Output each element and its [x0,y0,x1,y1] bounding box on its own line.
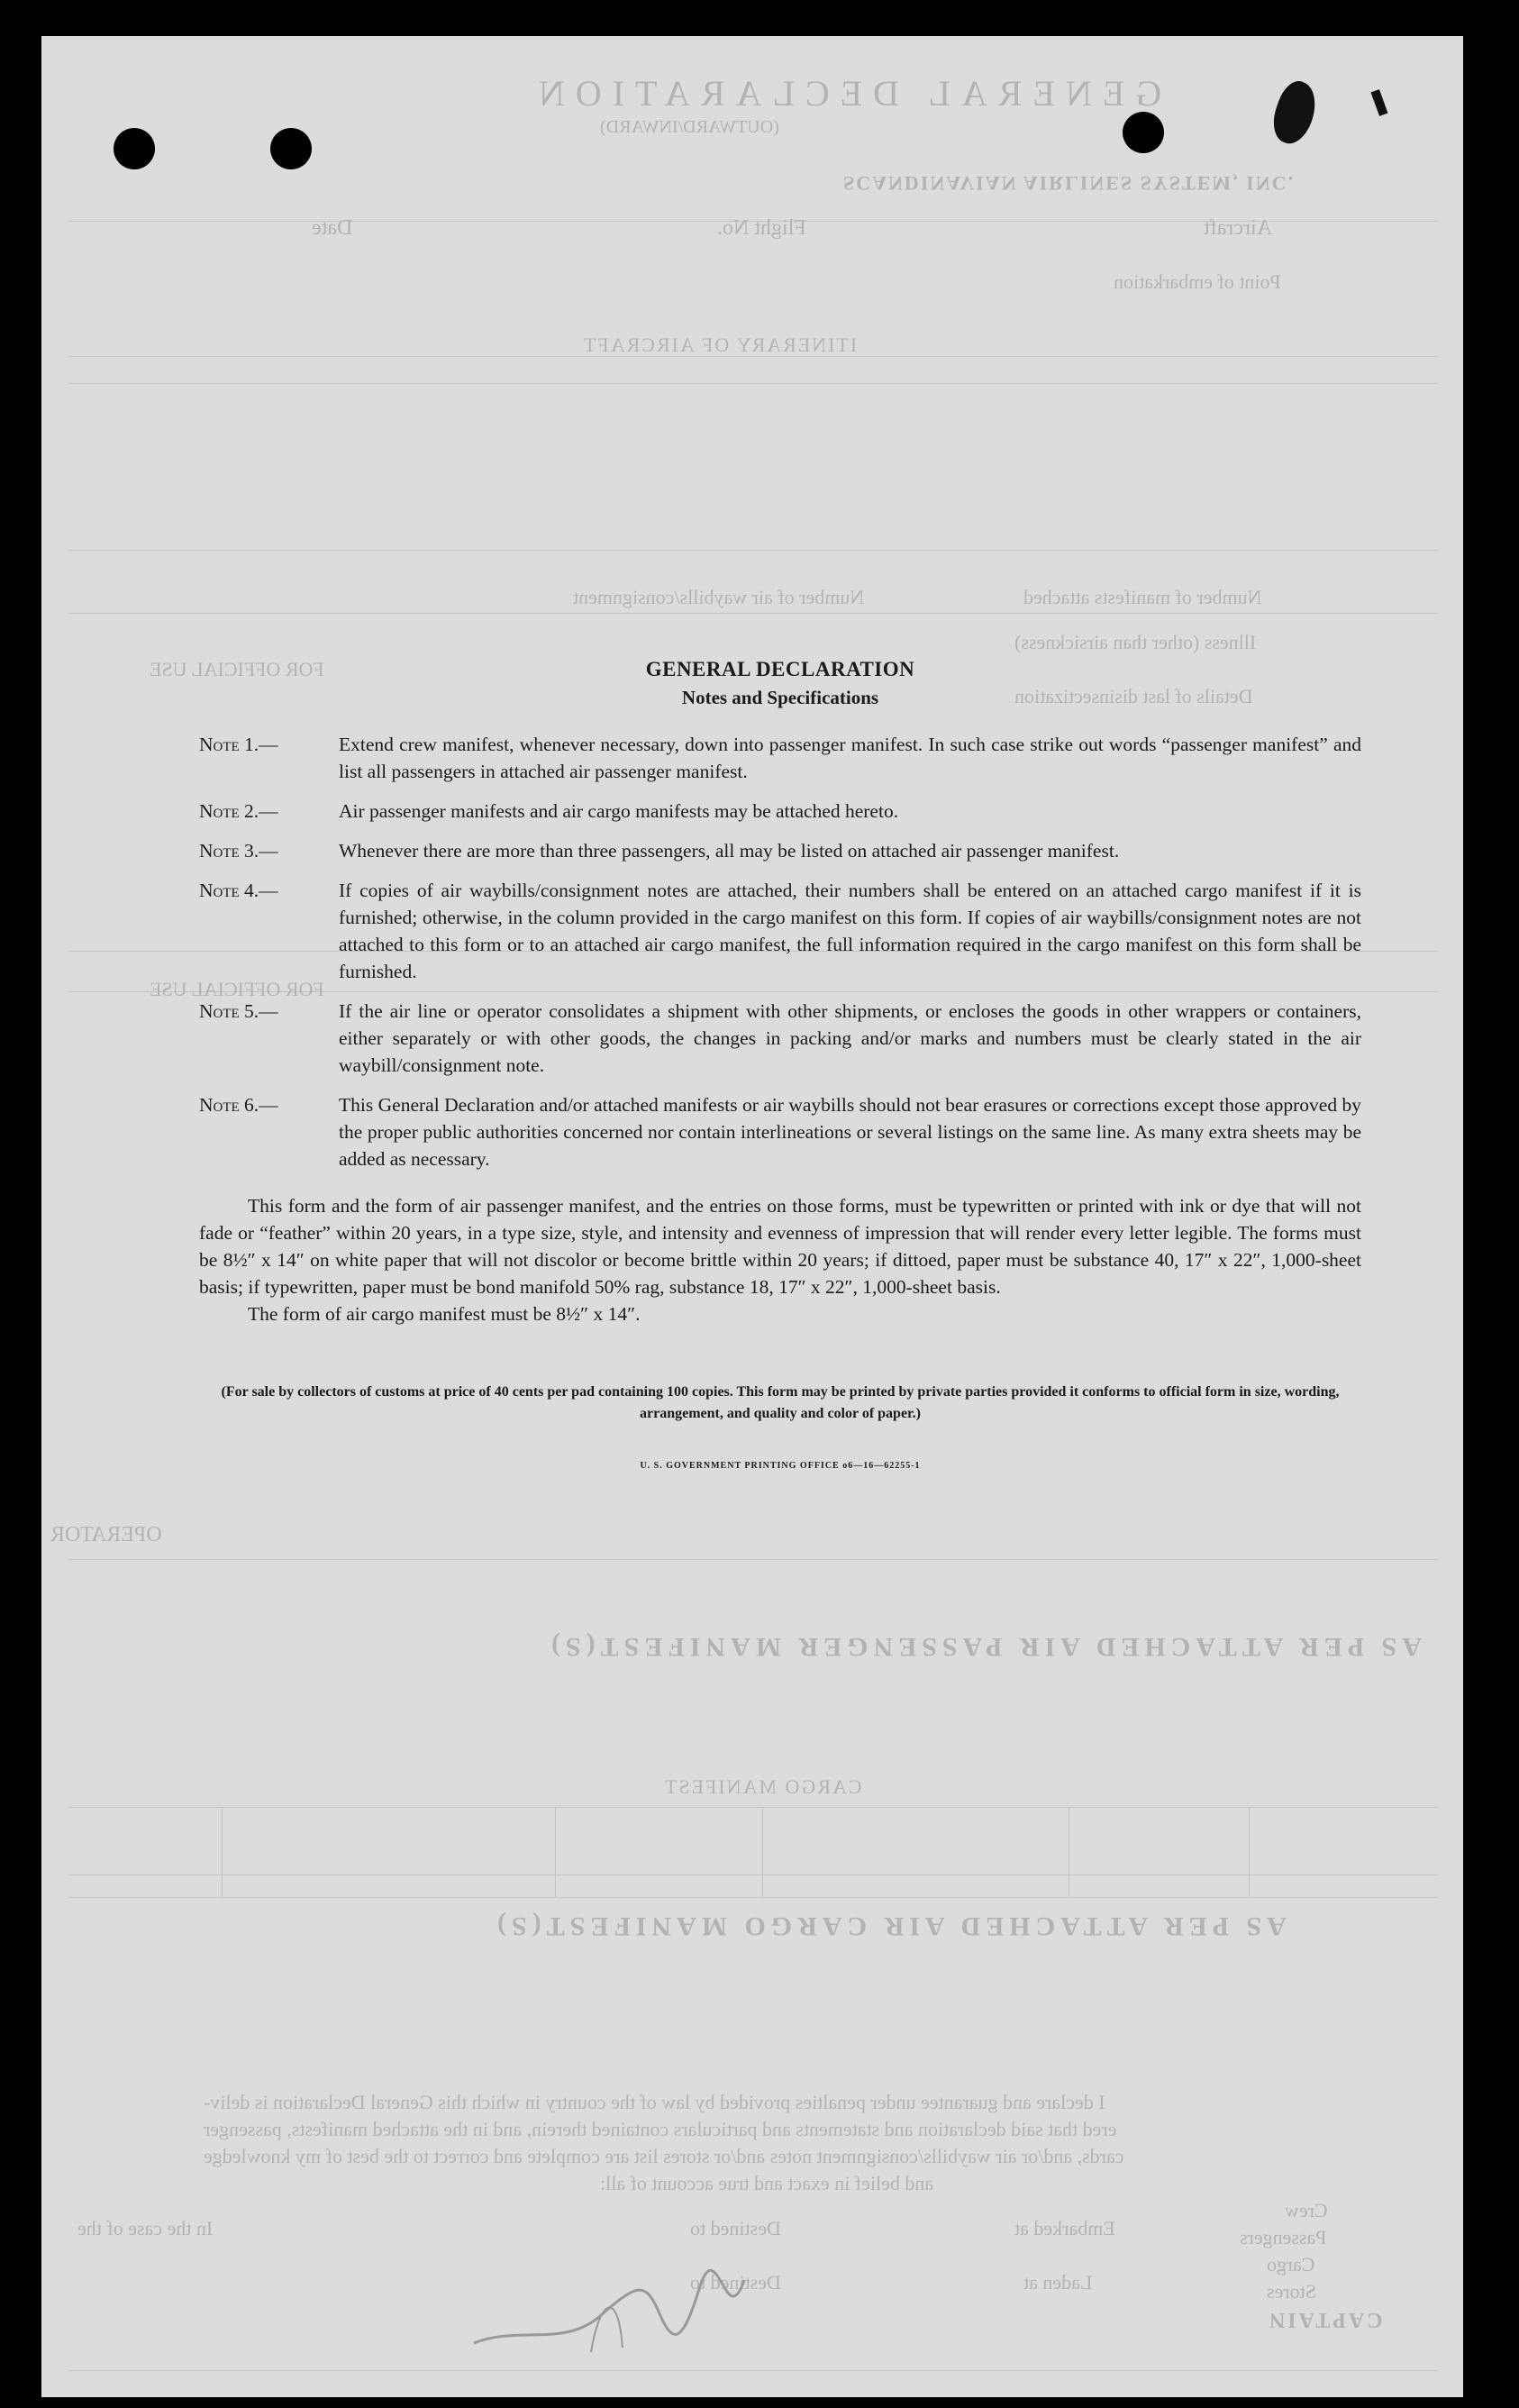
bleed-through-text: Laden at [1023,2271,1093,2294]
declaration-notes [199,658,1361,1471]
punch-hole-left-2 [270,128,312,169]
bleed-through-text: I declare and guarantee under penalties provided by law of the country in which this General Declaration is deliv- [204,2091,1105,2113]
bleed-through-text: ITINERARY OF AIRCRAFT [582,333,858,356]
bleed-through-line: (OUTWARD/INWARD) [600,117,779,137]
bleed-rule [68,1559,1438,1560]
bleed-rule [68,1874,1438,1875]
bleed-rule [68,356,1438,357]
bleed-rule [68,613,1438,614]
cargo-form-size-line: The form of air cargo manifest must be 8½″ x 14″. [248,1303,641,1325]
bleed-rule [68,221,1438,222]
note-6 [199,1091,1361,1172]
note-text: Whenever there are more than three passengers, all may be listed on attached air passenger manifest. [339,840,1120,862]
punch-hole-left-1 [114,128,155,169]
punch-hole-right [1123,112,1164,153]
bleed-through-text: CARGO MANIFEST [663,1775,862,1798]
bleed-rule [68,1807,1438,1808]
ink-smudge [1266,77,1323,149]
note-label: Note 2.— [199,800,278,822]
note-text: If copies of air waybills/consignment notes are attached, their numbers shall be entered on an attached cargo manifest if it is furnished; otherwise, in the column provided in the cargo manifest on this form. If copies of air waybills/consignment notes are not attached to this form or to an attached air cargo manifest, the full information required in the cargo manifest on this form shall be furnished. [339,880,1361,982]
bleed-through-text: FOR OFFICIAL USE [150,978,324,1000]
bleed-through-text: Illness (other than airsickness) [1014,631,1257,653]
bleed-through-text: OPERATOR [50,1523,162,1546]
bleed-rule [68,550,1438,551]
bleed-through-text: Flight No. [717,216,806,240]
note-5 [199,998,1361,1079]
bleed-vrule [222,1807,223,1897]
bleed-through-airline: SCANDINAVIAN AIRLINES SYSTEM, INC. [843,172,1295,195]
note-text: This General Declaration and/or attached manifests or air waybills should not bear erasures or corrections except those approved by the proper public authorities concerned nor contain interlineations or several listings on the same line. As many extra sheets may be added as necessary. [339,1094,1361,1170]
form-specification-paragraph: This form and the form of air passenger manifest, and the entries on those forms, must be typewritten or printed with ink or dye that will not fade or “feather” within 20 years, in a type size, style, and intensity and evenness of impression that will render every letter legible. The forms must be 8½″ x 14″ on white paper that will not discolor or become brittle within 20 years; if dittoed, paper must be substance 40, 17″ x 22″, 1,000-sheet basis; if typewritten, paper must be bond manifold 50% rag, substance 18, 17″ x 22″, 1,000-sheet basis. [199,1195,1361,1298]
bleed-rule [68,1897,1438,1898]
note-text: If the air line or operator consolidates a shipment with other shipments, or encloses the goods in other wrappers or containers, either separately or with other goods, the changes in packing and/or marks and numbers must be clearly stated in the air waybill/consignment note. [339,1000,1361,1076]
bleed-through-text: Point of embarkation [1114,270,1281,293]
bleed-through-text: and belief in exact and true account of all: [600,2172,934,2194]
bleed-through-text: Destined to [690,2217,781,2239]
bleed-through-text: Cargo [1267,2253,1315,2276]
bleed-through-passenger-stamp: AS PER ATTACHED AIR PASSENGER MANIFEST(S) [546,1632,1422,1662]
bleed-through-header: GENERAL DECLARATION [528,73,1162,114]
note-label: Note 4.— [199,880,278,901]
bleed-through-captain: CAPTAIN [1267,2308,1383,2331]
note-text: Extend crew manifest, whenever necessary, down into passenger manifest. In such case strike out words “passenger manifest” and list all passengers in attached air passenger manifest. [339,734,1361,782]
page-title: GENERAL DECLARATION [645,658,915,680]
bleed-through-text: Passengers [1240,2226,1327,2248]
note-label: Note 1.— [199,734,278,755]
bleed-through-text: Destined to [690,2271,781,2294]
bleed-through-text: Details of last disinsectization [1014,685,1253,707]
bleed-through-cargo-stamp: AS PER ATTACHED AIR CARGO MANIFEST(S) [492,1911,1287,1941]
note-label: Note 6.— [199,1094,278,1116]
note-2 [199,798,1361,825]
note-1 [199,731,1361,785]
note-label: Note 5.— [199,1000,278,1022]
note-text: Air passenger manifests and air cargo manifests may be attached hereto. [339,800,899,822]
bleed-through-text: Number of air waybills/consignment [573,586,865,608]
document-page [41,36,1463,2397]
page-subtitle: Notes and Specifications [681,687,879,708]
bleed-through-text: Aircraft [1204,216,1272,240]
bleed-through-text: In the case of the [77,2217,214,2239]
bleed-through-text: Number of manifests attached [1023,586,1262,608]
bleed-vrule [762,1807,763,1897]
bleed-through-text: ered that said declaration and statements and particulars contained therein, and in the attached manifests, passenger [204,2118,1117,2140]
bleed-rule [68,383,1438,384]
sale-note: (For sale by collectors of customs at price of 40 cents per pad containing 100 copies. This form may be printed by private parties provided it conforms to official form in size, wording, arrangement, and quality and color of paper.) [221,1384,1340,1421]
signature-bleed [465,2262,753,2370]
printing-office-line: U. S. GOVERNMENT PRINTING OFFICE o6—16—62255-1 [640,1461,921,1471]
bleed-through-text: FOR OFFICIAL USE [150,658,324,680]
bleed-through-text: Crew [1285,2199,1328,2221]
note-label: Note 3.— [199,840,278,862]
bleed-vrule [1249,1807,1250,1897]
ink-smudge [1371,89,1388,116]
bleed-through-text: Stores [1267,2280,1316,2303]
bleed-through-text: Date [312,216,353,240]
bleed-through-text: cards, and/or air waybills/consignment notes and/or stores list are complete and correct to the best of my knowledge [204,2145,1124,2167]
note-4 [199,877,1361,985]
bleed-through-text: Embarked at [1014,2217,1115,2239]
note-3 [199,837,1361,864]
bleed-rule [68,2370,1438,2371]
bleed-vrule [555,1807,556,1897]
